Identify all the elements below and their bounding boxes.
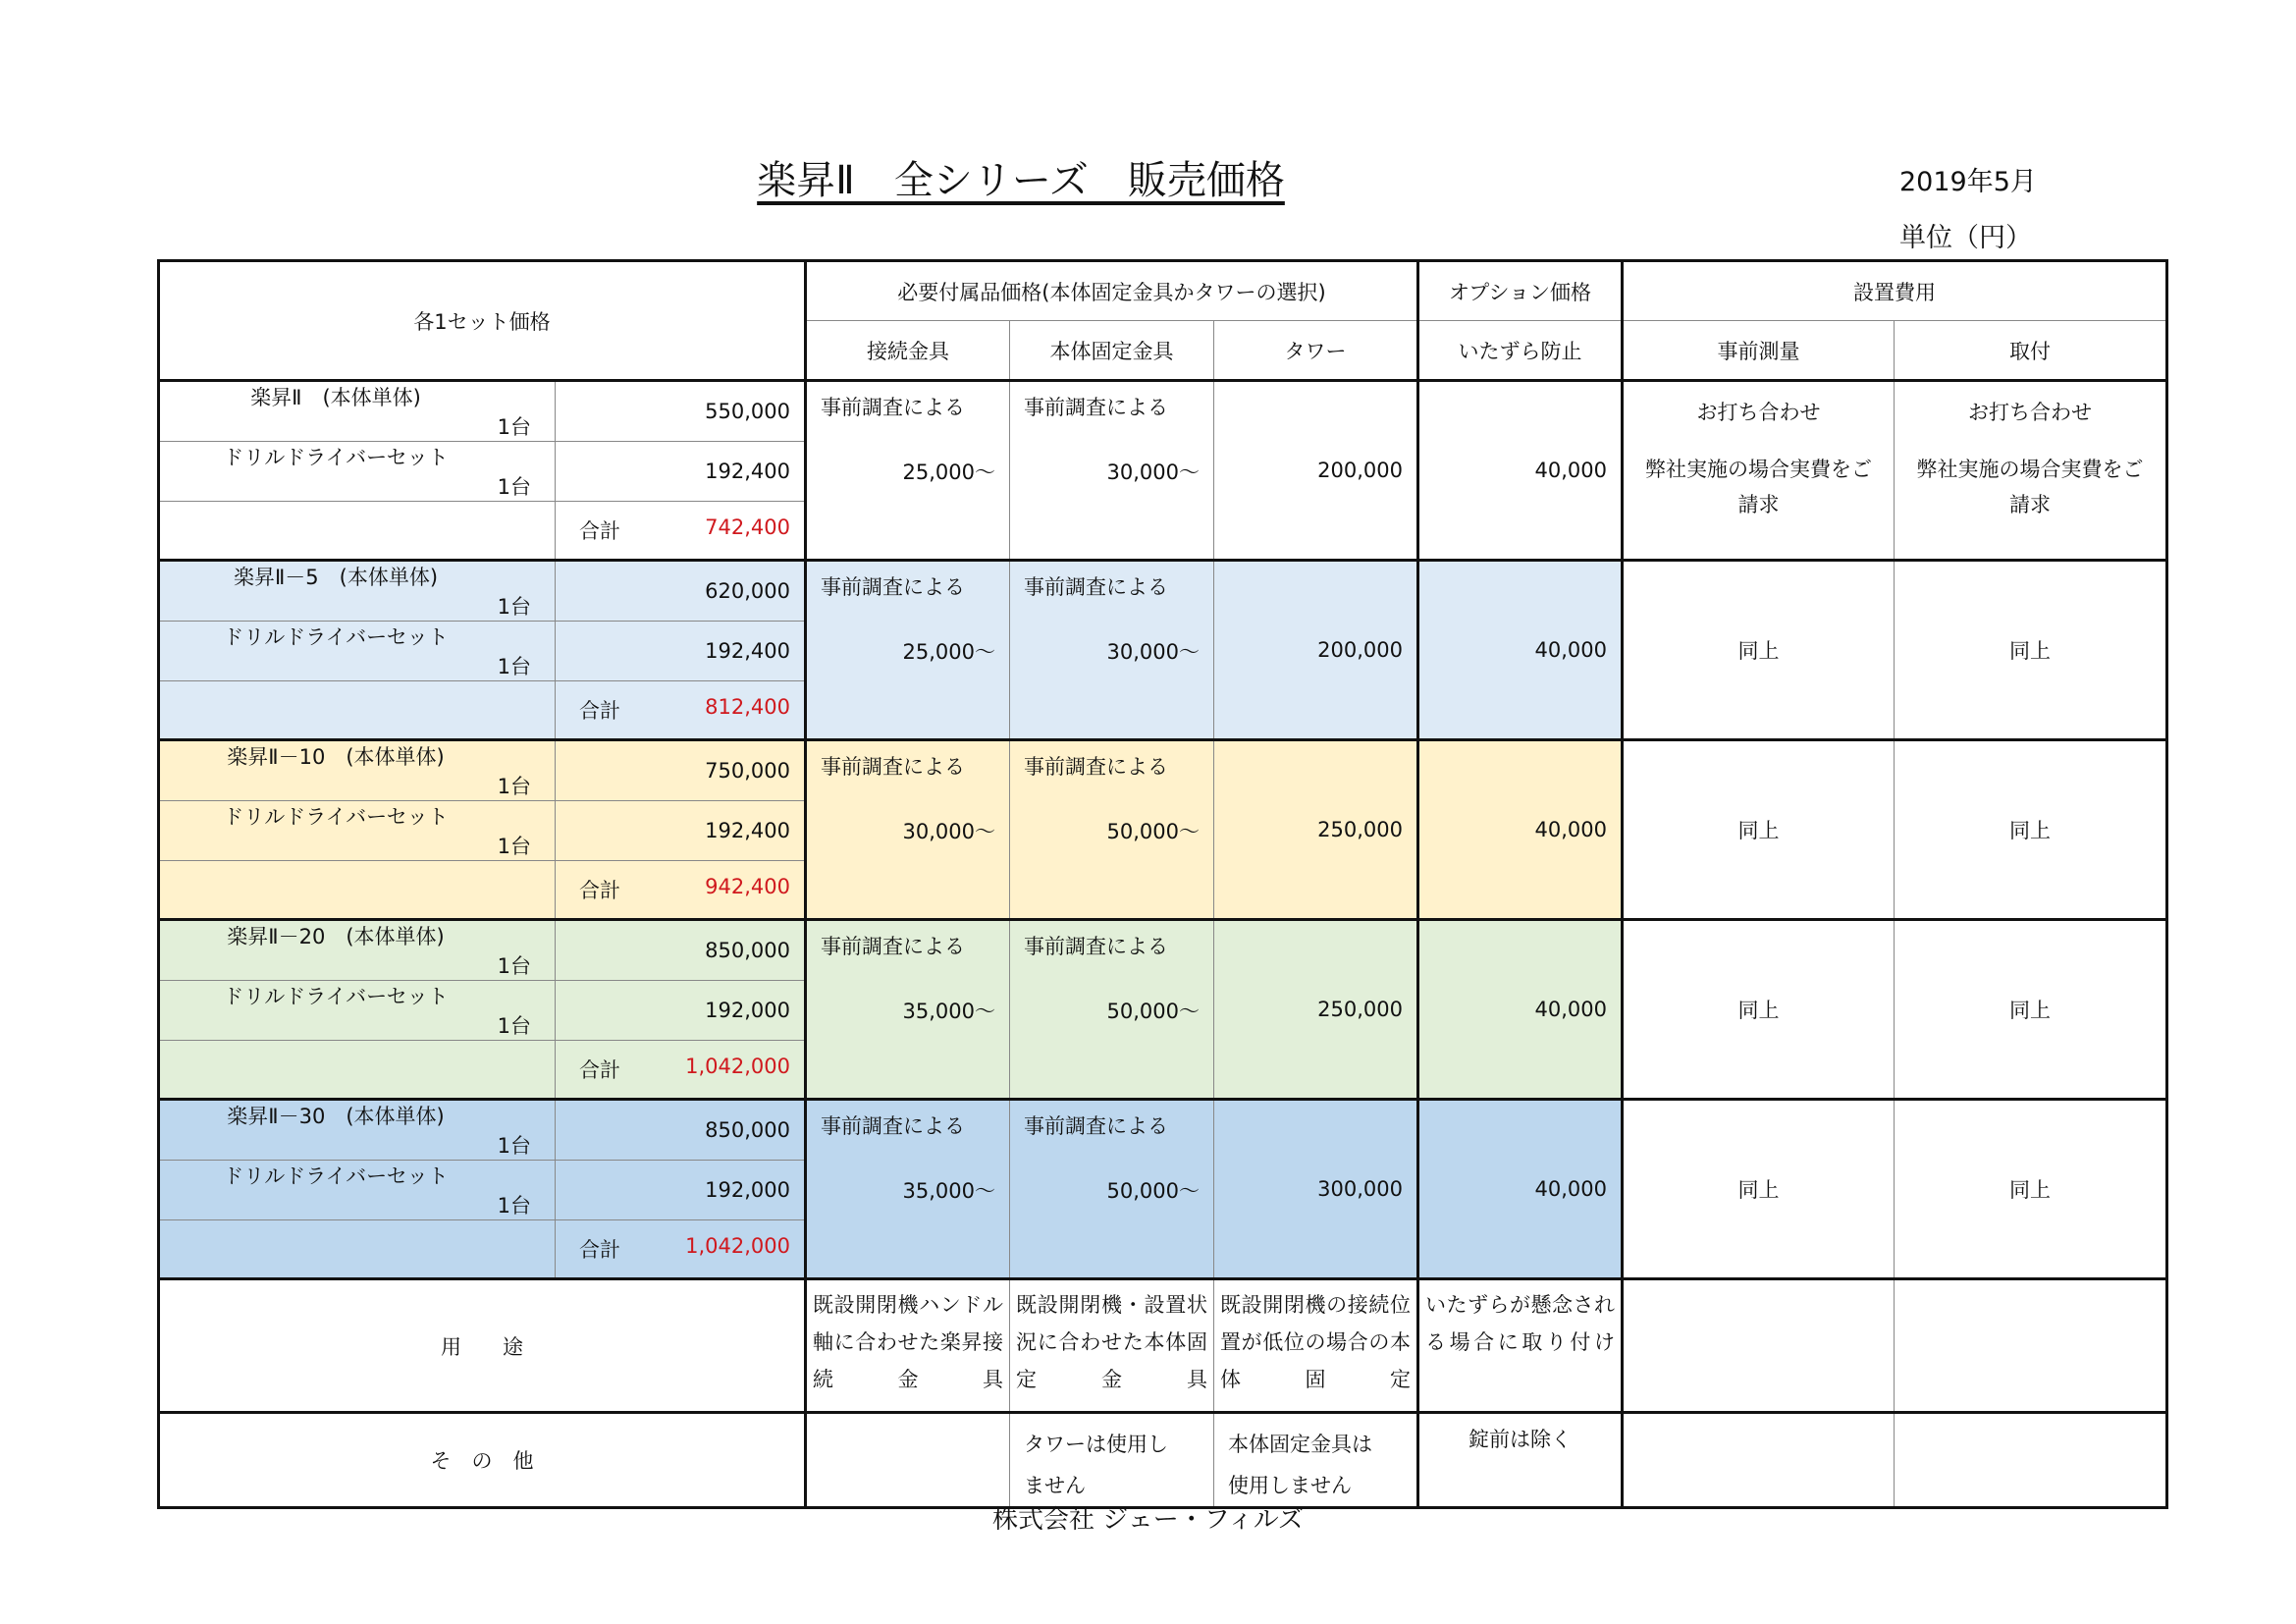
drill-qty: 1台 [497, 1194, 531, 1218]
total-value: 742,400 [705, 515, 790, 539]
connector-blank [806, 681, 1010, 740]
price-table [157, 259, 2168, 1509]
product-price: 850,000 [556, 920, 806, 981]
total-cell [556, 681, 806, 740]
product-cell [159, 740, 556, 801]
product-cell [159, 1100, 556, 1161]
drill-price: 192,000 [556, 981, 806, 1041]
product-cell [159, 561, 556, 622]
drill-price: 192,400 [556, 801, 806, 861]
usage-tower: 既設開閉機の接続位置が低位の場合の本体固定 [1214, 1279, 1418, 1413]
fixing-blank [1010, 681, 1214, 740]
other-fixing-line2: ません [1024, 1474, 1086, 1497]
mount-note: 弊社実施の場合実費をご請求 [1895, 442, 2167, 561]
option-price: 40,000 [1418, 1100, 1623, 1279]
product-cell [159, 381, 556, 442]
other-label: そ の 他 [159, 1413, 806, 1508]
other-tower-line1: 本体固定金具は [1228, 1433, 1372, 1456]
total-spacer [159, 502, 556, 561]
usage-anti-tamper: いたずらが懸念される場合に取り付け [1418, 1279, 1623, 1413]
product-price: 550,000 [556, 381, 806, 442]
product-qty: 1台 [497, 775, 531, 798]
product-name: 楽昇Ⅱ－30 (本体単体) [227, 1105, 445, 1128]
header-mounting: 取付 [1895, 321, 2167, 381]
header-tower: タワー [1214, 321, 1418, 381]
total-cell [556, 1041, 806, 1100]
product-qty: 1台 [497, 415, 531, 439]
header-anti-tamper: いたずら防止 [1418, 321, 1623, 381]
unit-label: 単位（円） [1899, 223, 2032, 253]
total-cell [556, 1220, 806, 1279]
other-mount-blank [1895, 1413, 2167, 1508]
header-connector: 接続金具 [806, 321, 1010, 381]
company-name: 株式会社 ジェー・フィルズ [992, 1505, 1304, 1535]
group-5-row-product [159, 1100, 2167, 1161]
drill-qty: 1台 [497, 835, 531, 858]
fixing-note: 事前調査による [1010, 561, 1214, 622]
survey-same: 同上 [1623, 740, 1895, 920]
mount-same: 同上 [1895, 561, 2167, 740]
tower-price: 250,000 [1214, 740, 1418, 920]
connector-price: 30,000～ [806, 801, 1010, 861]
other-row [159, 1413, 2167, 1508]
drill-qty: 1台 [497, 1014, 531, 1038]
survey-same: 同上 [1623, 1100, 1895, 1279]
usage-row [159, 1279, 2167, 1413]
drill-cell [159, 1161, 556, 1220]
product-name: 楽昇Ⅱ－20 (本体単体) [227, 925, 445, 948]
drill-price: 192,400 [556, 442, 806, 502]
tower-price: 300,000 [1214, 1100, 1418, 1279]
product-qty: 1台 [497, 1134, 531, 1158]
product-cell [159, 920, 556, 981]
group-1-row-product [159, 381, 2167, 442]
connector-note: 事前調査による [806, 740, 1010, 801]
total-value: 812,400 [705, 695, 790, 719]
other-anti-tamper: 錠前は除く [1418, 1413, 1623, 1508]
drill-name: ドリルドライバーセット [223, 1164, 449, 1188]
fixing-price: 50,000～ [1010, 981, 1214, 1041]
drill-qty: 1台 [497, 655, 531, 678]
product-qty: 1台 [497, 954, 531, 978]
total-label: 合計 [579, 699, 620, 723]
connector-price: 25,000～ [806, 622, 1010, 681]
group-4-row-product [159, 920, 2167, 981]
drill-qty: 1台 [497, 475, 531, 499]
connector-price: 25,000～ [806, 442, 1010, 502]
tower-price: 200,000 [1214, 381, 1418, 561]
fixing-note: 事前調査による [1010, 740, 1214, 801]
fixing-note: 事前調査による [1010, 920, 1214, 981]
connector-price: 35,000～ [806, 1161, 1010, 1220]
header-fixing: 本体固定金具 [1010, 321, 1214, 381]
connector-blank [806, 861, 1010, 920]
total-value: 1,042,000 [685, 1234, 790, 1258]
drill-name: ドリルドライバーセット [223, 446, 449, 469]
drill-price: 192,000 [556, 1161, 806, 1220]
tower-price: 200,000 [1214, 561, 1418, 740]
fixing-blank [1010, 861, 1214, 920]
usage-connector: 既設開閉機ハンドル軸に合わせた楽昇接続金具 [806, 1279, 1010, 1413]
total-spacer [159, 681, 556, 740]
option-price: 40,000 [1418, 561, 1623, 740]
tower-price: 250,000 [1214, 920, 1418, 1100]
drill-name: ドリルドライバーセット [223, 805, 449, 829]
connector-blank [806, 1041, 1010, 1100]
total-value: 1,042,000 [685, 1055, 790, 1078]
fixing-blank [1010, 1041, 1214, 1100]
total-value: 942,400 [705, 875, 790, 898]
issue-date: 2019年5月 [1899, 167, 2037, 197]
product-price: 750,000 [556, 740, 806, 801]
product-name: 楽昇Ⅱ－10 (本体単体) [227, 745, 445, 769]
option-price: 40,000 [1418, 740, 1623, 920]
connector-price: 35,000～ [806, 981, 1010, 1041]
header-survey: 事前測量 [1623, 321, 1895, 381]
header-set-price: 各1セット価格 [159, 261, 806, 381]
header-install: 設置費用 [1623, 261, 2167, 321]
header-row-1 [159, 261, 2167, 321]
connector-note: 事前調査による [806, 561, 1010, 622]
usage-label: 用 途 [159, 1279, 806, 1413]
fixing-price: 30,000～ [1010, 622, 1214, 681]
fixing-price: 30,000～ [1010, 442, 1214, 502]
usage-mount-blank [1895, 1279, 2167, 1413]
fixing-price: 50,000～ [1010, 801, 1214, 861]
drill-price: 192,400 [556, 622, 806, 681]
connector-note: 事前調査による [806, 381, 1010, 442]
total-spacer [159, 1220, 556, 1279]
survey-same: 同上 [1623, 920, 1895, 1100]
usage-survey-blank [1623, 1279, 1895, 1413]
drill-cell [159, 442, 556, 502]
total-label: 合計 [579, 879, 620, 902]
option-price: 40,000 [1418, 920, 1623, 1100]
connector-note: 事前調査による [806, 1100, 1010, 1161]
fixing-blank [1010, 1220, 1214, 1279]
survey-note: 弊社実施の場合実費をご請求 [1623, 442, 1895, 561]
fixing-note: 事前調査による [1010, 1100, 1214, 1161]
drill-cell [159, 801, 556, 861]
header-accessories: 必要付属品価格(本体固定金具かタワーの選択) [806, 261, 1418, 321]
other-connector-blank [806, 1413, 1010, 1508]
total-label: 合計 [579, 1238, 620, 1262]
product-price: 620,000 [556, 561, 806, 622]
survey-same: 同上 [1623, 561, 1895, 740]
product-qty: 1台 [497, 595, 531, 619]
connector-note: 事前調査による [806, 920, 1010, 981]
connector-blank [806, 1220, 1010, 1279]
mount-same: 同上 [1895, 1100, 2167, 1279]
other-fixing [1010, 1413, 1214, 1508]
group-1-row-drill [159, 442, 2167, 502]
usage-fixing: 既設開閉機・設置状況に合わせた本体固定金具 [1010, 1279, 1214, 1413]
total-spacer [159, 1041, 556, 1100]
drill-cell [159, 981, 556, 1041]
header-option: オプション価格 [1418, 261, 1623, 321]
product-name: 楽昇Ⅱ (本体単体) [250, 386, 421, 409]
drill-name: ドリルドライバーセット [223, 985, 449, 1008]
fixing-blank [1010, 502, 1214, 561]
page-title: 楽昇Ⅱ 全シリーズ 販売価格 [757, 158, 1285, 203]
drill-cell [159, 622, 556, 681]
drill-name: ドリルドライバーセット [223, 625, 449, 649]
total-label: 合計 [579, 519, 620, 543]
mount-same: 同上 [1895, 740, 2167, 920]
other-fixing-line1: タワーは使用し [1024, 1433, 1168, 1456]
other-survey-blank [1623, 1413, 1895, 1508]
survey-main: お打ち合わせ [1623, 381, 1895, 442]
mount-main: お打ち合わせ [1895, 381, 2167, 442]
option-price: 40,000 [1418, 381, 1623, 561]
other-tower-line2: 使用しません [1228, 1474, 1352, 1497]
total-cell [556, 502, 806, 561]
fixing-note: 事前調査による [1010, 381, 1214, 442]
total-spacer [159, 861, 556, 920]
product-name: 楽昇Ⅱ－5 (本体単体) [233, 566, 439, 589]
group-3-row-product [159, 740, 2167, 801]
product-price: 850,000 [556, 1100, 806, 1161]
mount-same: 同上 [1895, 920, 2167, 1100]
group-2-row-product [159, 561, 2167, 622]
connector-blank [806, 502, 1010, 561]
other-tower [1214, 1413, 1418, 1508]
total-cell [556, 861, 806, 920]
total-label: 合計 [579, 1058, 620, 1082]
fixing-price: 50,000～ [1010, 1161, 1214, 1220]
